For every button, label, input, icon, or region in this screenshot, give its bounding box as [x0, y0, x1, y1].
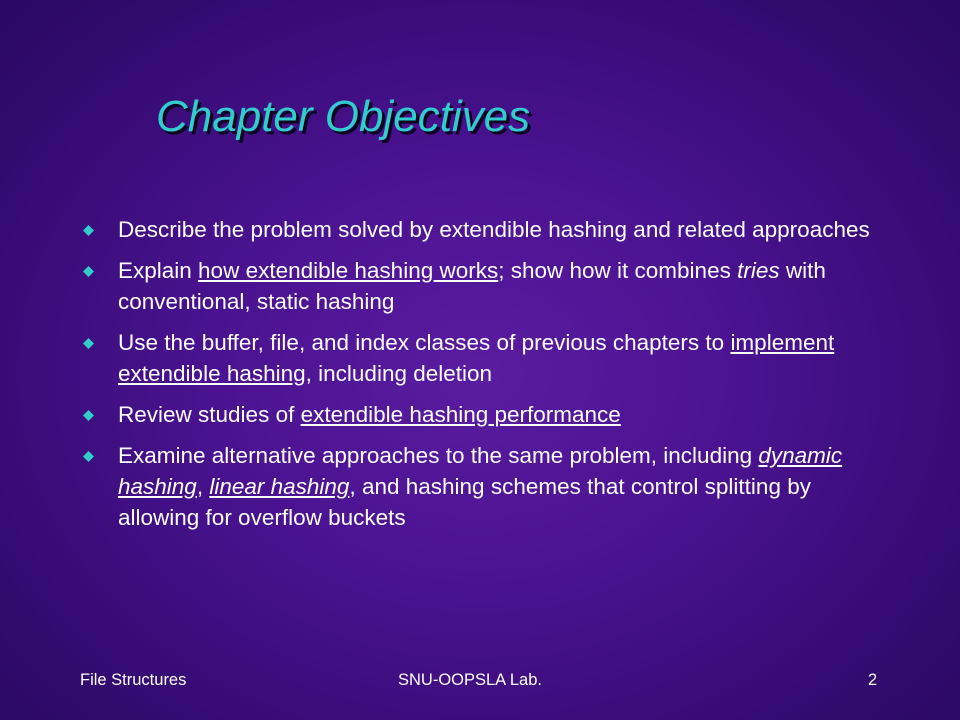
hyperlink-extendible-hashing-performance[interactable]: extendible hashing performance: [300, 402, 621, 427]
slide-title: Chapter Objectives: [156, 92, 531, 141]
bullet-text: Use the buffer, file, and index classes of previous chapters to: [118, 330, 731, 355]
diamond-bullet-icon: [83, 451, 94, 462]
bullet-text: Examine alternative approaches to the same problem, including: [118, 443, 759, 468]
list-item: [80, 214, 880, 245]
list-item: [80, 440, 880, 533]
objectives-list: [80, 214, 880, 543]
hyperlink-implement-extendible-hashing[interactable]: implement extendible hashing: [118, 330, 835, 386]
bullet-text: , and hashing schemes that control splitting by allowing for overflow buckets: [118, 474, 811, 530]
footer-course-title: File Structures: [80, 671, 187, 689]
slide-number: 2: [868, 671, 878, 689]
hyperlink-how-extendible-hashing-works[interactable]: how extendible hashing works: [198, 258, 499, 283]
footer-lab-name: SNU-OOPSLA Lab.: [398, 671, 542, 689]
hyperlink-linear-hashing[interactable]: linear hashing: [209, 474, 350, 499]
bullet-text: Describe the problem solved by extendible hashing and related approaches: [118, 217, 870, 242]
hyperlink-dynamic-hashing[interactable]: dynamic hashing: [118, 443, 843, 499]
list-item: [80, 399, 880, 430]
bullet-text: Explain: [118, 258, 199, 283]
bullet-text: ,: [196, 474, 210, 499]
bullet-text: ; show how it combines: [498, 258, 738, 283]
bullet-text: with conventional, static hashing: [118, 258, 826, 314]
bullet-text: , including deletion: [305, 361, 493, 386]
diamond-bullet-icon: [83, 225, 94, 236]
diamond-bullet-icon: [83, 410, 94, 421]
diamond-bullet-icon: [83, 266, 94, 277]
list-item: [80, 327, 880, 389]
diamond-bullet-icon: [83, 338, 94, 349]
bullet-text: Review studies of: [118, 402, 301, 427]
list-item: [80, 255, 880, 317]
emphasis-tries: tries: [737, 258, 780, 283]
